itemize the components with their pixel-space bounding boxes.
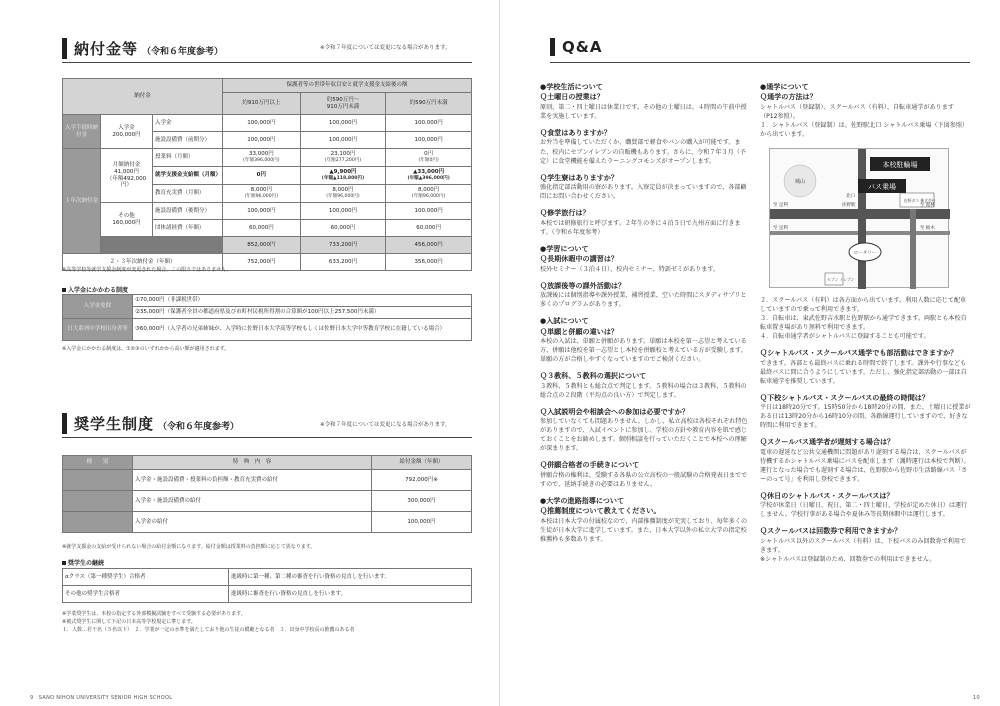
map-bus-label: バス乗場 bbox=[868, 183, 896, 191]
fees-cell: 456,000円 bbox=[386, 237, 472, 254]
fees-cell: 100,000円 bbox=[223, 203, 301, 220]
fees-cell: 752,000円 bbox=[223, 254, 301, 271]
entrance-table bbox=[62, 294, 472, 341]
fees-cell: ▲33,000円 (年額▲396,000円) bbox=[386, 167, 472, 185]
entrance-footnote: ※入学金にかかわる制度は、①②③のいずれかから高い額が適用されます。 bbox=[62, 346, 230, 352]
fees-cell: 100,000円 bbox=[386, 132, 472, 149]
scholar-title bbox=[62, 413, 239, 434]
fees-cell: 8,000円 (年額96,000円) bbox=[300, 185, 386, 203]
fees-cell: 633,200円 bbox=[300, 254, 386, 271]
map-road-right-label: 至 館林 bbox=[920, 203, 935, 208]
qa-column-2-top bbox=[760, 82, 970, 139]
fees-group-label: １年次納付金 bbox=[63, 149, 101, 254]
fees-cell: 100,000円 bbox=[223, 115, 301, 132]
qa-answer: お弁当を準備していただくか、購買部で軽食やパンの購入が可能です。また、校内にセブンイレブンの自販機もあります。さらに、令和７年３月（予定）に食堂機能を備えたラーニングコモンズがオープンします。 bbox=[540, 139, 746, 165]
fees-cell: 100,000円 bbox=[300, 115, 386, 132]
fees-cell: 100,000円 bbox=[300, 203, 386, 220]
qa-question: Ｑ推薦制度について教えてください。 bbox=[540, 506, 661, 516]
fees-head-col: 約590万円〜 910万円未満 bbox=[300, 93, 386, 115]
qa-question: Ｑ併願合格者の手続きについて bbox=[540, 460, 640, 470]
qa-answer: ４．自転車通学者がシャトルバスに登録することも可能です。 bbox=[760, 333, 930, 341]
qa-title bbox=[550, 38, 602, 56]
entrance-heading: 入学金にかかわる制度 bbox=[62, 285, 128, 294]
scholar-note: ※令和７年度については変更になる場合があります。 bbox=[320, 422, 451, 428]
fees-cell: 100,000円 bbox=[300, 132, 386, 149]
qa-title-text: Q&A bbox=[562, 38, 603, 56]
cont-text: 進級時に第一種、第二種の審査を行い資格の見直しを行います。 bbox=[229, 569, 472, 586]
fees-head-col: 約910万円以上 bbox=[223, 93, 301, 115]
map-station-label: 佐野駅 bbox=[842, 203, 856, 208]
fees-cell: 60,000円 bbox=[386, 220, 472, 237]
fees-head-group: 保護者等の世帯年収目安と就学支援金支給後の額 bbox=[223, 79, 472, 93]
qa-category: ●入試について bbox=[540, 316, 589, 326]
entrance-label: 入学金免除 bbox=[63, 295, 133, 319]
map-road-vertical bbox=[858, 149, 866, 289]
map-seven-label: セブン イレブン bbox=[827, 277, 855, 282]
scholar-tnote: ※就学支援金の支給が受けられない場合の給付金額になります。給付金額は授業料の負担額に応じて異なります。 bbox=[62, 544, 316, 550]
qa-answer: 本校の入試は、単願と併願があります。単願は本校を第一志望と考えている方、併願は他校を第一志望とし本校を併願校と考えている方が受験します。単願の方が合格しやすくなっていますのでご検討ください。 bbox=[540, 338, 747, 364]
scholar-value: 792,000円※ bbox=[372, 470, 472, 491]
scholar-text: 入学金の給付 bbox=[133, 512, 372, 533]
fees-title bbox=[62, 38, 223, 59]
qa-answer: 学校が休業日（日曜日、祝日、第二・四土曜日、学校が定めた休日）は運行しません。学校行事がある場合や夏休み等長期休暇中は運行します。 bbox=[760, 502, 968, 519]
qa-column-2-bottom bbox=[760, 296, 972, 564]
qa-answer: 強化指定部活動用の寮があります。入寮定員が決まっていますので、各部顧問にお問い合わせください。 bbox=[540, 184, 747, 201]
qa-answer: 放課後には個別指導や課外授業、補習授業、空いた時間にスタディサプリと多くのプログラムがあります。 bbox=[540, 292, 747, 309]
scholar-text: 入学金・施設設備費の給付 bbox=[133, 491, 372, 512]
qa-question: Ｑ３教科、５教科の選択について bbox=[540, 371, 647, 381]
fees-cell: 8,000円 (年額96,000円) bbox=[386, 185, 472, 203]
fees-cell: 733,200円 bbox=[300, 237, 386, 254]
fees-total1-label bbox=[101, 237, 223, 254]
qa-question: Ｑ学生寮はありますか？ bbox=[540, 172, 619, 182]
qa-answer: 電車の遅延など公共交通機関に問題があり遅刻する場合は、スクールバスが待機するかシャトルバス乗場にバスを配車します（護時運行は本校で判断）。運行となった場合でも遅刻する場合は、佐野駅から佐野市生活路線バス「さーのって号」を利用し登校できます。 bbox=[760, 448, 970, 483]
fees-note: ※令和７年度については変更になる場合があります。 bbox=[320, 45, 451, 51]
qa-answer: 原則、第二・四土曜日は休業日です。その他の土曜日は、４時間の午前中授業を実施しています。 bbox=[540, 103, 747, 120]
qa-category: ●学校生活について bbox=[540, 82, 603, 91]
qa-answer: 参加していなくても問題ありません。しかし、私立高校は各校それぞれ特色がありますので、入試イベントに参加し、学校の方針や教育内容を肌で感じておくことをお勧めします。個別相談を行っていただくことで本校への理解が深まります。 bbox=[540, 418, 748, 453]
qa-question: Ｑ単願と併願の違いは？ bbox=[540, 326, 619, 336]
qa-question: Ｑ修学旅行は？ bbox=[540, 208, 590, 218]
fees-cell: 100,000円 bbox=[386, 203, 472, 220]
qa-answer: できます。各部とも最終バスに乗れる時間で終了します。課外や行事なども最終バスに間に合うようにしています。ただし、強化指定部活動の一部は自転車通学を推奨しています。 bbox=[760, 359, 967, 385]
fees-total2-label: ２・３年次納付金（年額） bbox=[63, 254, 223, 271]
right-footer: 10 bbox=[973, 695, 980, 701]
scholar-value: 300,000円 bbox=[372, 491, 472, 512]
scholar-note-line: １．人数…若干名（５名以下） ２．学業が一定の水準を満たしており他の生徒の模範となる者 ３．出身中学校長の推薦のある者 bbox=[62, 627, 355, 633]
fees-cell: 100,000円 bbox=[223, 132, 301, 149]
qa-question: Ｑシャトルバス・スクールバス通学でも部活動はできますか？ bbox=[760, 348, 958, 358]
entrance-text: ②35,000円（保護者全員の都道府県及び市町村民税所得割の合算額が100円以上257,500円未満） bbox=[133, 307, 472, 319]
map-svg bbox=[770, 149, 950, 289]
cont-kind: αクラス（第一種奨学生）合格者 bbox=[63, 569, 229, 586]
qa-answer: シャトルバス（登録制）、スクールバス（有料）、自転車通学があります（P12参照）。 bbox=[760, 103, 954, 120]
scholar-note-line: ※被式奨学生に関して下記の日本高等学校規定に準じます。 bbox=[62, 619, 196, 625]
access-map bbox=[769, 148, 949, 288]
map-road-left2-label: 至 足利 bbox=[773, 226, 788, 231]
fees-cell: ▲9,900円 (年額▲118,800円) bbox=[300, 167, 386, 185]
fees-head-main: 納付金 bbox=[63, 79, 223, 115]
fees-sub-label: 月額納付金 41,000円 （年額492,000円） bbox=[101, 149, 153, 203]
fees-group-label: 入学手続時納付金 bbox=[63, 115, 101, 149]
cont-text: 進級時に審査を行い資格の見直しを行います。 bbox=[229, 586, 472, 603]
fees-sub-label: 入学金 200,000円 bbox=[101, 115, 153, 149]
qa-question: Ｑ放課後等の課外活動は？ bbox=[540, 280, 626, 290]
qa-answer: 併願合格の権利は、受験する各県の公立高校の一般試験の合格発表日までですので、延納手続きの必要はありません。 bbox=[540, 471, 748, 488]
qa-answer: 校外セミナー（３泊４日）、校内セミナー、特訓ゼミがあります。 bbox=[540, 265, 720, 273]
fees-item: 団体諸経費（年額） bbox=[153, 220, 223, 237]
fees-cell: 0円 bbox=[223, 167, 301, 185]
qa-question: Ｑ通学の方法は？ bbox=[760, 92, 817, 102]
qa-question: Ｑスクールバスは回数券で利用できますか？ bbox=[760, 526, 902, 536]
scholar-head: 特 典 内 容 bbox=[133, 456, 372, 470]
fees-item: 教育充実費（月額） bbox=[153, 185, 223, 203]
entrance-label: 日大系列中学校出身者等 bbox=[63, 319, 133, 341]
fees-cell: 100,000円 bbox=[386, 115, 472, 132]
scholar-head: 給付金額（年額） bbox=[372, 456, 472, 470]
fees-head-col: 約590万円未満 bbox=[386, 93, 472, 115]
fees-cell: 33,000円 (年額396,000円) bbox=[223, 149, 301, 167]
scholar-head: 種 別 bbox=[63, 456, 133, 470]
fees-divider bbox=[62, 62, 472, 63]
fees-cell: 356,000円 bbox=[386, 254, 472, 271]
fees-item: 就学支援金支給額（月額） bbox=[153, 167, 223, 185]
scholar-value: 100,000円 bbox=[372, 512, 472, 533]
fees-item: 施設設備費（前期分） bbox=[153, 132, 223, 149]
fees-cell: 8,000円 (年額96,000円) bbox=[223, 185, 301, 203]
scholar-table bbox=[62, 455, 472, 533]
fees-item: 施設設備費（後期分） bbox=[153, 203, 223, 220]
qa-question: Ｑ土曜日の授業は？ bbox=[540, 92, 604, 102]
qa-answer: ※シャトルバスは登録制のため、回数券での利用はできません。 bbox=[760, 555, 936, 563]
scholar-kind bbox=[63, 512, 133, 533]
scholar-kind bbox=[63, 491, 133, 512]
qa-question: Ｑ食堂はありますか？ bbox=[540, 128, 611, 137]
scholar-sub-heading: 奨学生の継続 bbox=[62, 558, 104, 567]
qa-category: ●学習について bbox=[540, 243, 589, 253]
map-rotary-label: ロータリー bbox=[853, 251, 877, 256]
qa-column-1 bbox=[540, 82, 748, 544]
qa-answer: シャトルバス以外のスクールバス（有料）は、下校バスのみ回数券で利用できます。 bbox=[760, 537, 967, 554]
qa-answer: 本校では研修旅行と呼びます。２年生の冬に４泊５日で九州方面に行きます。（令和６年度参考） bbox=[540, 219, 741, 236]
qa-answer: ３．自転車は、東武佐野吉水駅と佐野駅から通学できます。両駅とも本校自転車置き場があり無料で利用できます。 bbox=[760, 315, 967, 332]
map-road-side bbox=[910, 209, 916, 289]
qa-question: Ｑ下校シャトルバス・スクールバスの最終の時間は？ bbox=[760, 392, 929, 402]
scholar-kind bbox=[63, 470, 133, 491]
map-north-label: 北口 bbox=[846, 194, 855, 199]
fees-item: 入学金 bbox=[153, 115, 223, 132]
fees-cell: 852,000円 bbox=[223, 237, 301, 254]
fees-subtitle: （令和６年度参考） bbox=[142, 47, 224, 57]
fees-footnote: ※高等学校等就学支援金制度が変更された場合、この限りではありません。 bbox=[62, 267, 232, 273]
map-gas-label: 佐野ガス 株式会社 bbox=[904, 198, 936, 203]
qa-question: Ｑ長期休暇中の講習は？ bbox=[540, 254, 619, 264]
fees-cell: 60,000円 bbox=[223, 220, 301, 237]
qa-category: ●通学について bbox=[760, 82, 809, 91]
map-road-right2-label: 至 栃木 bbox=[920, 226, 935, 231]
map-castle-label: 城山 bbox=[794, 179, 806, 185]
qa-divider bbox=[550, 62, 970, 63]
entrance-text: ①70,000円（非課税世帯） bbox=[133, 295, 472, 307]
scholar-subtitle: （令和６年度参考） bbox=[158, 422, 240, 432]
scholar-note-line: ※学業奨学生は、本校の指定する外部模擬試験をすべて受験する必要があります。 bbox=[62, 611, 246, 617]
qa-answer: 平日は18時20分です。15時50分から18時20分の間、また、土曜日に授業がある日は13時20分から16時10分の間、各路線運行していますので、好きな時間に利用できます。 bbox=[760, 404, 971, 430]
map-school-label: 本校駐輪場 bbox=[882, 161, 918, 169]
fees-table bbox=[62, 78, 472, 271]
fees-sub-label: その他 160,000円 bbox=[101, 203, 153, 237]
cont-kind: その他の奨学生合格者 bbox=[63, 586, 229, 603]
scholar-cont-table bbox=[62, 568, 472, 603]
entrance-text: ③60,000円（入学者の兄弟姉妹が、入学時に佐野日本大学高等学校もしくは佐野日本大学中等教育学校に在籍している場合） bbox=[133, 319, 472, 341]
right-page bbox=[500, 0, 1000, 706]
scholar-title-text: 奨学生制度 bbox=[74, 415, 155, 433]
scholar-text: 入学金・施設設備費・授業料の負担額・教育充実費の給付 bbox=[133, 470, 372, 491]
scholar-divider bbox=[62, 437, 472, 438]
fees-cell: 0円 (年額0円) bbox=[386, 149, 472, 167]
qa-question: Ｑ休日のシャトルバス・スクールバスは？ bbox=[760, 490, 894, 500]
qa-answer: ２．スクールバス（有料）は各方面から出ています。利用人数に応じて配車していますので乗って利用できます。 bbox=[760, 297, 967, 314]
map-road-left-label: 至 足利 bbox=[773, 203, 788, 208]
fees-item: 授業料（月額） bbox=[153, 149, 223, 167]
fees-cell: 60,000円 bbox=[300, 220, 386, 237]
fees-cell: 23,100円 (年額277,200円) bbox=[300, 149, 386, 167]
qa-answer: １．シャトルバス（登録制）は、佐野駅北口 シャトルバス乗場（下図参照）から出ています。 bbox=[760, 122, 969, 139]
fees-title-text: 納付金等 bbox=[74, 40, 139, 58]
qa-category: ●大学の進路指導について bbox=[540, 495, 625, 505]
qa-question: Ｑ入試説明会や相談会への参加は必要ですか？ bbox=[540, 406, 689, 416]
qa-answer: 本校は日本大学の付属校なので、内部推薦制度が充実しており、毎年多くの生徒が日本大学に進学しています。また、日本大学以外の私立大学の指定校推薦枠も多数あります。 bbox=[540, 517, 748, 543]
qa-question: Ｑスクールバス通学者が遅刻する場合は？ bbox=[760, 437, 895, 447]
qa-answer: ３教科、５教科とも総合点で判定します。５教科の場合は３教科、５教科の総合点の２段階（平均点の良い方）で判定します。 bbox=[540, 382, 747, 399]
left-footer: 9 SANO NIHON UNIVERSITY SENIOR HIGH SCHOOL bbox=[30, 695, 173, 701]
